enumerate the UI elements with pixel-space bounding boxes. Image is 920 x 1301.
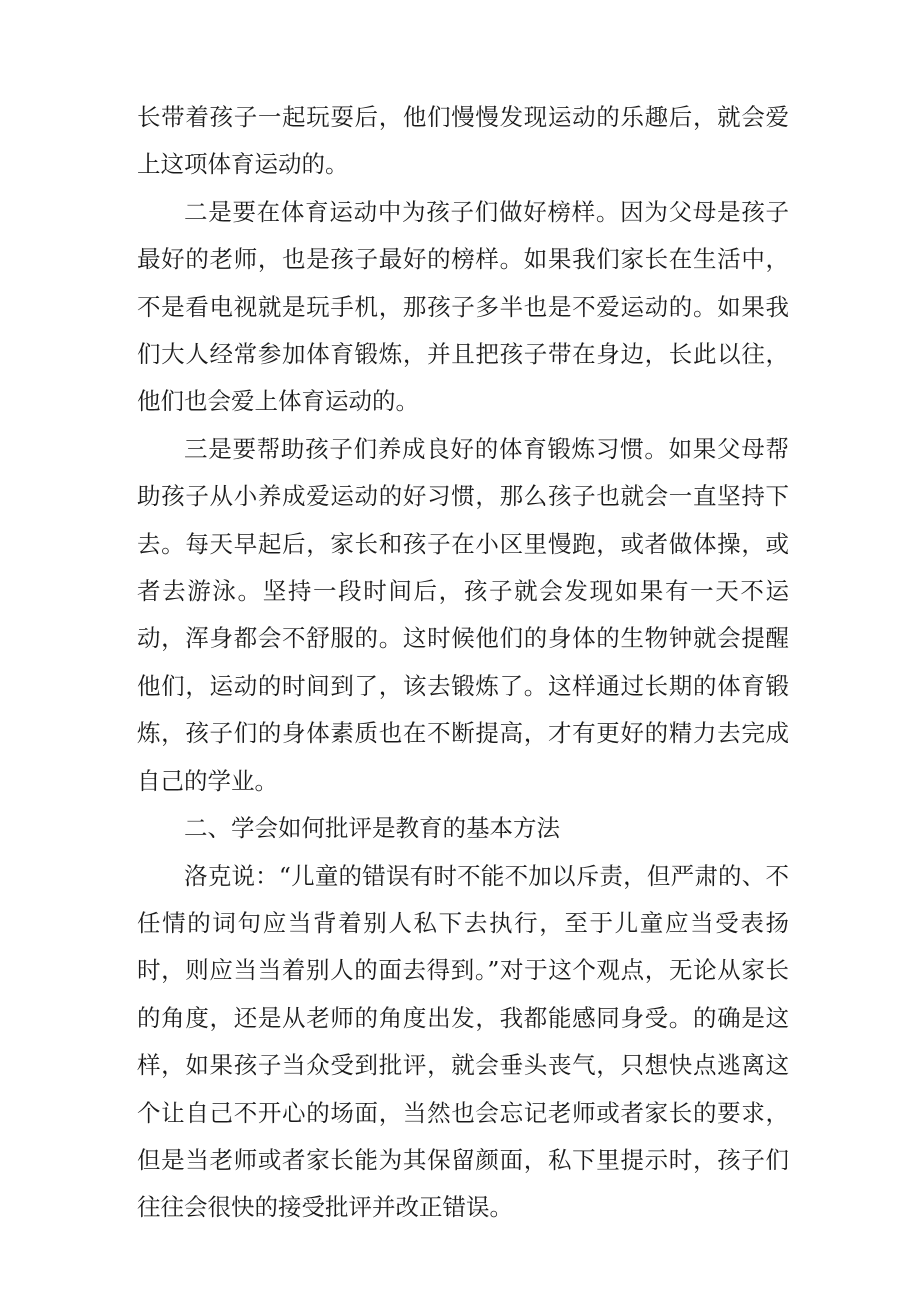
paragraph-exercise-habit: 三是要帮助孩子们养成良好的体育锻炼习惯。如果父母帮助孩子从小养成爱运动的好习惯，那么孩子也就会一直坚持下去。每天早起后，家长和孩子在小区里慢跑，或者做体操，或者去游泳。坚持一段时间后，孩子就会发现如果有一天不运动，浑身都会不舒服的。这时候他们的身体的生物钟就会提醒他们，运动的时间到了，该去锻炼了。这样通过长期的体育锻炼，孩子们的身体素质也在不断提高，才有更好的精力去完成自己的学业。 [137, 434, 789, 795]
paragraph-continuation: 长带着孩子一起玩耍后，他们慢慢发现运动的乐趣后，就会爱上这项体育运动的。 [137, 103, 789, 179]
section-heading-criticism: 二、学会如何批评是教育的基本方法 [184, 814, 560, 843]
document-body [137, 94, 789, 1232]
paragraph-locke-quote: 洛克说：“儿童的错误有时不能不加以斥责，但严肃的、不任情的词句应当背着别人私下去执行，至于儿童应当受表扬时，则应当当着别人的面去得到。”对于这个观点，无论从家长的角度，还是从老师的角度出发，我都能感同身受。的确是这样，如果孩子当众受到批评，就会垂头丧气，只想快点逃离这个让自己不开心的场面，当然也会忘记老师或者家长的要求，但是当老师或者家长能为其保留颜面，私下里提示时，孩子们往往会很快的接受批评并改正错误。 [137, 861, 789, 1222]
paragraph-role-model: 二是要在体育运动中为孩子们做好榜样。因为父母是孩子最好的老师，也是孩子最好的榜样。如果我们家长在生活中，不是看电视就是玩手机，那孩子多半也是不爱运动的。如果我们大人经常参加体育锻炼，并且把孩子带在身边，长此以往，他们也会爱上体育运动的。 [137, 197, 789, 416]
